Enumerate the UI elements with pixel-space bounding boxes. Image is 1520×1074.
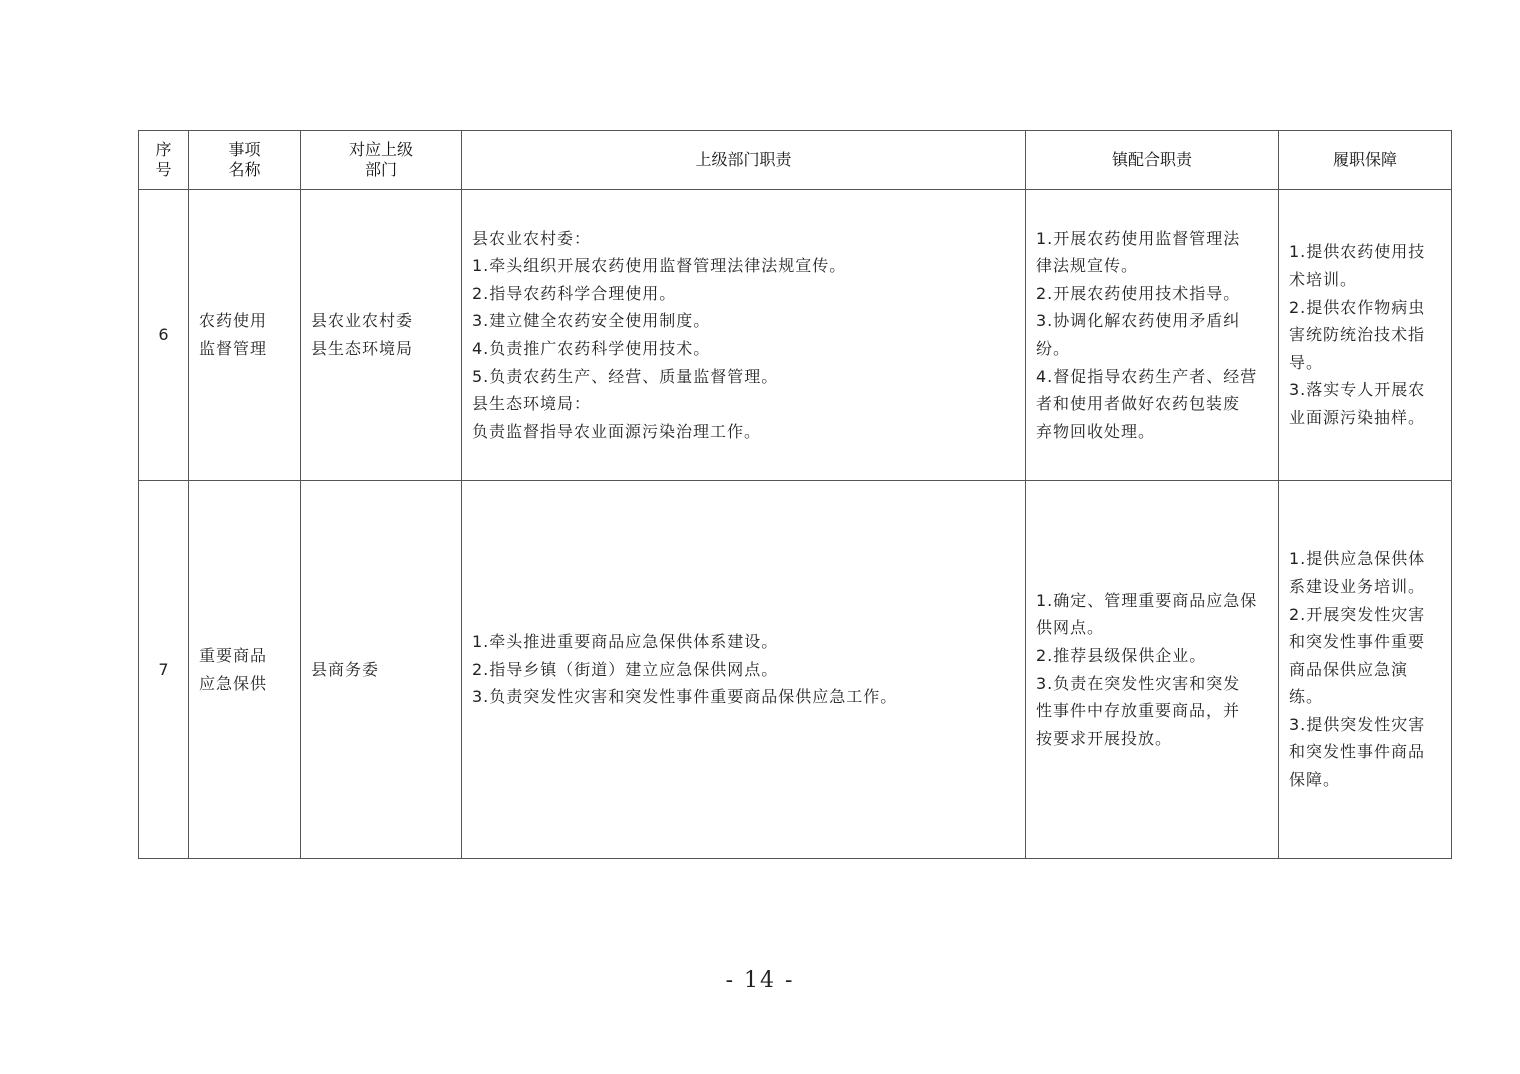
duty-table	[138, 130, 1452, 859]
upper-duty-line: 2.指导农药科学合理使用。	[472, 283, 677, 303]
town-duty-line: 2.开展农药使用技术指导。	[1036, 283, 1241, 303]
guarantee-line: 2.开展突发性灾害	[1289, 604, 1426, 624]
header-guarantee: 履职保障	[1279, 131, 1452, 190]
upper-duty-line: 1.牵头推进重要商品应急保供体系建设。	[472, 632, 779, 652]
town-duty-line: 弃物回收处理。	[1036, 421, 1156, 441]
item-name	[189, 190, 301, 481]
town-duty-line: 4.督促指导农药生产者、经营	[1036, 366, 1258, 386]
guarantee-line: 1.提供应急保供体	[1289, 549, 1426, 569]
item-name	[189, 481, 301, 859]
upper-dept-line: 县商务委	[311, 659, 380, 679]
header-row	[139, 131, 1452, 190]
row-number: 6	[139, 190, 189, 481]
header-town-duties: 镇配合职责	[1026, 131, 1279, 190]
guarantee-line: 3.提供突发性灾害	[1289, 714, 1426, 734]
table-row	[139, 190, 1452, 481]
upper-dept	[301, 190, 462, 481]
item-name-line: 监督管理	[199, 339, 268, 358]
page-number: - 14 -	[725, 968, 795, 993]
upper-duty-line: 1.牵头组织开展农药使用监督管理法律法规宣传。	[472, 256, 847, 276]
upper-duty-line: 5.负责农药生产、经营、质量监督管理。	[472, 366, 779, 386]
town-duty-line: 纷。	[1036, 339, 1071, 358]
upper-duty-line: 3.负责突发性灾害和突发性事件重要商品保供应急工作。	[472, 687, 898, 707]
town-duties	[1026, 190, 1279, 481]
upper-duty-line: 负责监督指导农业面源污染治理工作。	[472, 421, 762, 441]
guarantee	[1279, 481, 1452, 859]
upper-duties	[462, 190, 1026, 481]
guarantee-line: 练。	[1289, 687, 1324, 707]
guarantee-line: 业面源污染抽样。	[1289, 407, 1426, 427]
header-item-line: 名称	[228, 160, 261, 179]
town-duty-line: 2.推荐县级保供企业。	[1036, 645, 1207, 665]
header-dept-line: 对应上级	[348, 140, 413, 159]
upper-duties	[462, 481, 1026, 859]
town-duty-line: 1.确定、管理重要商品应急保	[1036, 590, 1258, 610]
header-no	[139, 131, 189, 190]
header-item	[189, 131, 301, 190]
town-duty-line: 供网点。	[1036, 618, 1105, 638]
guarantee-line: 2.提供农作物病虫	[1289, 297, 1426, 317]
item-name-line: 农药使用	[199, 311, 268, 331]
guarantee-line: 保障。	[1289, 770, 1341, 790]
guarantee-line: 3.落实专人开展农	[1289, 380, 1426, 400]
guarantee-line: 商品保供应急演	[1289, 659, 1409, 679]
town-duty-line: 律法规宣传。	[1036, 256, 1139, 276]
town-duty-line: 者和使用者做好农药包装废	[1036, 394, 1241, 414]
upper-dept-line: 县生态环境局	[311, 339, 414, 358]
header-upper-duties: 上级部门职责	[462, 131, 1026, 190]
town-duty-line: 性事件中存放重要商品，并	[1036, 701, 1241, 721]
header-no-line: 号	[155, 160, 172, 179]
town-duties	[1026, 481, 1279, 859]
guarantee-line: 和突发性事件商品	[1289, 742, 1426, 762]
header-dept-line: 部门	[364, 160, 397, 179]
guarantee-line: 系建设业务培训。	[1289, 576, 1426, 596]
guarantee-line: 导。	[1289, 352, 1324, 372]
upper-dept-line: 县农业农村委	[311, 311, 414, 331]
row-number: 7	[139, 481, 189, 859]
upper-duty-line: 4.负责推广农药科学使用技术。	[472, 339, 711, 358]
guarantee-line: 和突发性事件重要	[1289, 632, 1426, 652]
item-name-line: 重要商品	[199, 645, 268, 665]
guarantee-line: 害统防统治技术指	[1289, 325, 1426, 345]
town-duty-line: 3.协调化解农药使用矛盾纠	[1036, 311, 1241, 331]
town-duty-line: 1.开展农药使用监督管理法	[1036, 228, 1241, 248]
item-name-line: 应急保供	[199, 673, 268, 693]
upper-duty-line: 2.指导乡镇（街道）建立应急保供网点。	[472, 659, 779, 679]
table-row	[139, 481, 1452, 859]
upper-duty-line: 3.建立健全农药安全使用制度。	[472, 311, 711, 331]
header-dept	[301, 131, 462, 190]
header-no-line: 序	[155, 140, 172, 159]
upper-duty-line: 县农业农村委：	[472, 228, 592, 248]
guarantee	[1279, 190, 1452, 481]
upper-duty-line: 县生态环境局：	[472, 394, 592, 414]
guarantee-line: 1.提供农药使用技	[1289, 242, 1426, 262]
guarantee-line: 术培训。	[1289, 270, 1358, 290]
upper-dept	[301, 481, 462, 859]
town-duty-line: 按要求开展投放。	[1036, 728, 1173, 748]
header-item-line: 事项	[228, 140, 261, 159]
town-duty-line: 3.负责在突发性灾害和突发	[1036, 673, 1241, 693]
